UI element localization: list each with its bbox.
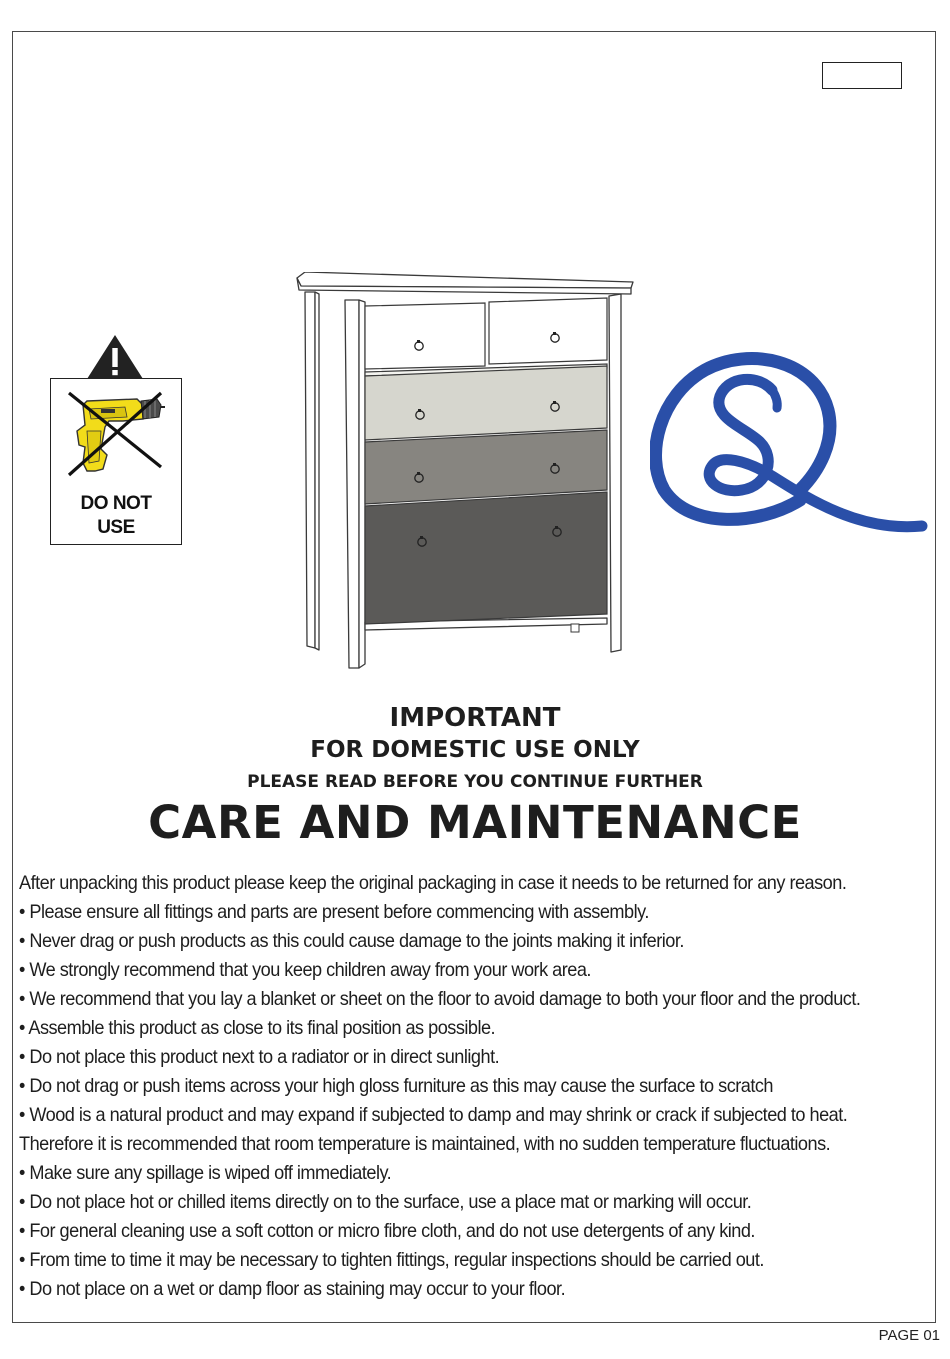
warning-triangle-icon bbox=[85, 334, 145, 380]
sq-logo bbox=[650, 350, 930, 545]
care-item: • From time to time it may be necessary to tighten fittings, regular inspections should be carried out. bbox=[19, 1249, 764, 1271]
product-code-box bbox=[822, 62, 902, 89]
care-item: • Please ensure all fittings and parts are present before commencing with assembly. bbox=[19, 901, 649, 923]
important-heading: IMPORTANT bbox=[389, 703, 561, 733]
care-item: • Never drag or push products as this could cause damage to the joints making it inferior. bbox=[19, 930, 684, 952]
care-item: • Make sure any spillage is wiped off immediately. bbox=[19, 1162, 392, 1184]
care-item: • Do not place hot or chilled items directly on to the surface, use a place mat or marking will occur. bbox=[19, 1191, 752, 1213]
care-item: • Do not place this product next to a radiator or in direct sunlight. bbox=[19, 1046, 500, 1068]
do-not-use-label: DO NOT USE bbox=[80, 493, 152, 538]
domestic-use-heading: FOR DOMESTIC USE ONLY bbox=[310, 737, 640, 763]
care-item: • Assemble this product as close to its final position as possible. bbox=[19, 1017, 496, 1039]
care-item: • We strongly recommend that you keep children away from your work area. bbox=[19, 959, 591, 981]
care-instructions-list bbox=[19, 869, 944, 1304]
care-item: • Do not drag or push items across your high gloss furniture as this may cause the surface to scratch bbox=[19, 1075, 774, 1097]
chest-of-drawers-illustration bbox=[295, 272, 635, 672]
read-before-heading: PLEASE READ BEFORE YOU CONTINUE FURTHER bbox=[247, 772, 703, 792]
care-item: • Wood is a natural product and may expand if subjected to damp and may shrink or crack if subjected to heat. bbox=[19, 1104, 848, 1126]
do-not-use-warning bbox=[50, 378, 182, 545]
care-item: • We recommend that you lay a blanket or sheet on the floor to avoid damage to both your floor and the product. bbox=[19, 988, 861, 1010]
page-number: PAGE 01 bbox=[878, 1327, 940, 1344]
crossed-drill-icon bbox=[65, 387, 165, 479]
care-item: Therefore it is recommended that room temperature is maintained, with no sudden temperature fluctuations. bbox=[19, 1133, 831, 1155]
care-item: After unpacking this product please keep the original packaging in case it needs to be returned for any reason. bbox=[19, 872, 847, 894]
care-item: • Do not place on a wet or damp floor as staining may occur to your floor. bbox=[19, 1278, 566, 1300]
care-item: • For general cleaning use a soft cotton or micro fibre cloth, and do not use detergents of any kind. bbox=[19, 1220, 755, 1242]
care-maintenance-title: CARE AND MAINTENANCE bbox=[148, 796, 802, 849]
